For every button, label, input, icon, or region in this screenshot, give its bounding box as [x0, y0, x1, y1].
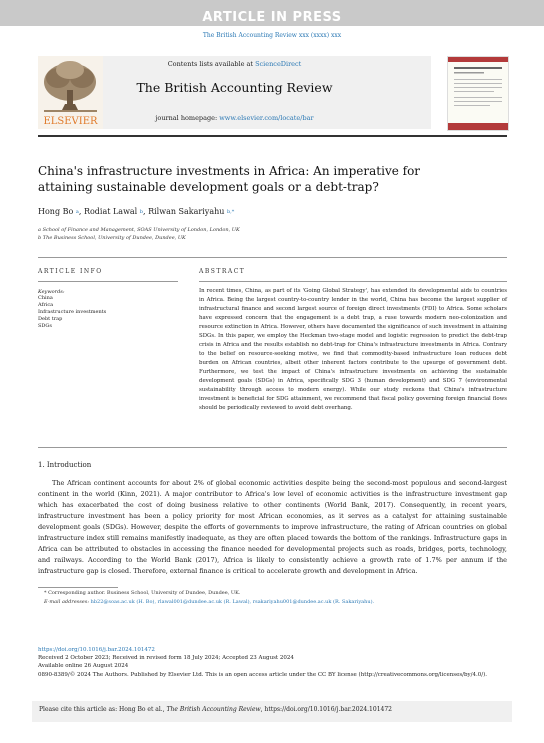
author-affiliation-marker[interactable]: b,* — [226, 209, 235, 215]
abstract-text: In recent times, China, as part of its 'Going Global Strategy', has extended its developmental aids to countries in Africa. Being the largest country-to-country lender in the world, China has become the largest supplier of infrastructural finance and second largest source of foreign direct investments (FDI) to Africa. Some scholars have expressed concern that the engagement is a debt trap, a ruse towards modern neo-colonization and resource extinction in Africa. However, others have documented the significance of such investment in attaining SDGs. In this paper, we employ the Heckman two-stage model and logistic regression to predict the debt-trap crisis in Africa and the results establish no debt-trap for China's infrastructure investments in Africa. Contrary to the belief on resource-seeking motive, we find that commodity-based infrastructure loan reduces debt burden on African countries, albeit other inherent factors contribute to the upsurge of government debt. Furthermore, we test the impact of China's infrastructure investments on achieving the sustainable development goals (SDGs) in Africa, specifically SDG 3 (human development) and SDG 7 (environmental sustainability through access to modern energy). While our study reckons that China's infrastructure investment is beneficial for SDG attainment, we recommend that fiscal policy governing foreign financial flows should be periodically reviewed to avoid debt overhang. — [199, 288, 507, 411]
email-label: E-mail addresses: — [44, 599, 90, 605]
citation-doi[interactable]: , https://doi.org/10.1016/j.bar.2024.101472 — [260, 706, 392, 713]
article-title: China's infrastructure investments in Africa: An imperative for attaining sustainable development goals or a debt-trap? — [38, 164, 421, 194]
elsevier-logo — [38, 56, 103, 129]
abstract-rule — [199, 281, 507, 282]
email-addresses — [44, 598, 374, 606]
author-name[interactable]: Rodiat Lawal — [83, 207, 138, 216]
journal-cover-thumbnail[interactable] — [447, 56, 509, 131]
license-statement: 0890-8389/© 2024 The Authors. Published by Elsevier Ltd. This is an open access article under the CC BY license (http://creativecommons.org/licenses/by/4.0/). — [38, 672, 487, 678]
corresponding-author-note: * Corresponding author. Business School, University of Dundee, Dundee, UK. — [44, 590, 241, 596]
cover-image-icon — [448, 57, 508, 130]
author-affiliation-marker[interactable]: b — [139, 209, 143, 215]
article-info-rule — [38, 281, 178, 282]
citation-journal: The British Accounting Review — [166, 706, 261, 713]
header-divider — [38, 135, 507, 137]
introduction-paragraph: The African continent accounts for about 2% of global economic activities despite being the second-most populous and second-largest continent in the world (Kinn, 2021). A major contributor to Africa's low level of economic activities is the infrastructure investment gap which has exacerbated the cost of doing business relative to other continents (World Bank, 2017). Consequently, in recent years, infrastructure investment has been a policy priority for most African economies, as it serves as a catalyst for attaining sustainable development goals (SDGs). However, despite the efforts of governments to improve infrastructure, the rating of African countries on global infrastructure index still remains manifestly inadequate, as they are often placed towards the bottom of the rankings. Infrastructure gaps in Africa can be attributed to obstacles in accessing the finance needed for developmental projects such as roads, bridges, ports, technology, and railways. According to the World Bank (2017), Africa is likely to consistently achieve a growth rate of 1.7% per annum if the infrastructure gap is closed. Therefore, external finance is critical to accelerate growth and development in Africa. — [38, 479, 507, 575]
email-links[interactable]: hb22@soas.ac.uk (H. Bo), rlawal001@dundee.ac.uk (R. Lawal), rsakariyahu001@dundee.ac.uk (R. Sakariyahu). — [90, 599, 375, 605]
introduction-heading: 1. Introduction — [38, 461, 92, 469]
logo-wordmark: ELSEVIER — [43, 116, 98, 127]
keyword: Debt trap — [38, 316, 63, 322]
author-name[interactable]: Hong Bo — [38, 207, 74, 216]
keyword: China — [38, 295, 53, 301]
homepage-prefix: journal homepage: — [155, 114, 220, 122]
received-dates: Received 2 October 2023; Received in revised form 18 July 2024; Accepted 23 August 2024 — [38, 655, 294, 661]
keyword: Africa — [38, 302, 54, 308]
keywords-list — [38, 295, 106, 330]
affiliation-divider — [38, 257, 507, 258]
keywords-label: Keywords: — [38, 289, 65, 295]
author-affiliation-marker[interactable]: a — [75, 209, 79, 215]
journal-title: The British Accounting Review — [136, 80, 333, 95]
sciencedirect-link[interactable]: ScienceDirect — [255, 60, 302, 68]
elsevier-tree-icon — [38, 56, 103, 129]
journal-reference[interactable]: The British Accounting Review xxx (xxxx) xxx — [202, 32, 342, 39]
citation-prefix: Please cite this article as: Hong Bo et al., — [39, 706, 167, 713]
article-info-heading: ARTICLE INFO — [38, 268, 103, 275]
author-name[interactable]: Rilwan Sakariyahu — [148, 207, 225, 216]
affiliation: a School of Finance and Management, SOAS University of London, London, UK — [38, 227, 240, 233]
contents-prefix: Contents lists available at — [167, 60, 256, 68]
homepage-link[interactable]: www.elsevier.com/locate/bar — [219, 114, 314, 122]
author-list: Hong Bo $^a$, Rodiat Lawal $^b$, Rilwan Sakariyahu $^{b,*}$ — [38, 207, 235, 216]
keyword: Infrastructure investments — [38, 309, 107, 315]
article-in-press-banner — [0, 0, 544, 26]
keyword: SDGs — [38, 323, 52, 329]
doi-link[interactable]: https://doi.org/10.1016/j.bar.2024.101472 — [38, 647, 155, 653]
footnote-divider — [38, 587, 118, 588]
citation-box — [32, 701, 512, 722]
available-online-date: Available online 26 August 2024 — [38, 663, 129, 669]
citation-text — [39, 706, 392, 714]
affiliation: b The Business School, University of Dundee, Dundee, UK — [38, 235, 186, 241]
abstract-divider — [38, 447, 507, 448]
banner-title: ARTICLE IN PRESS — [202, 10, 342, 25]
abstract-heading: ABSTRACT — [199, 268, 246, 275]
